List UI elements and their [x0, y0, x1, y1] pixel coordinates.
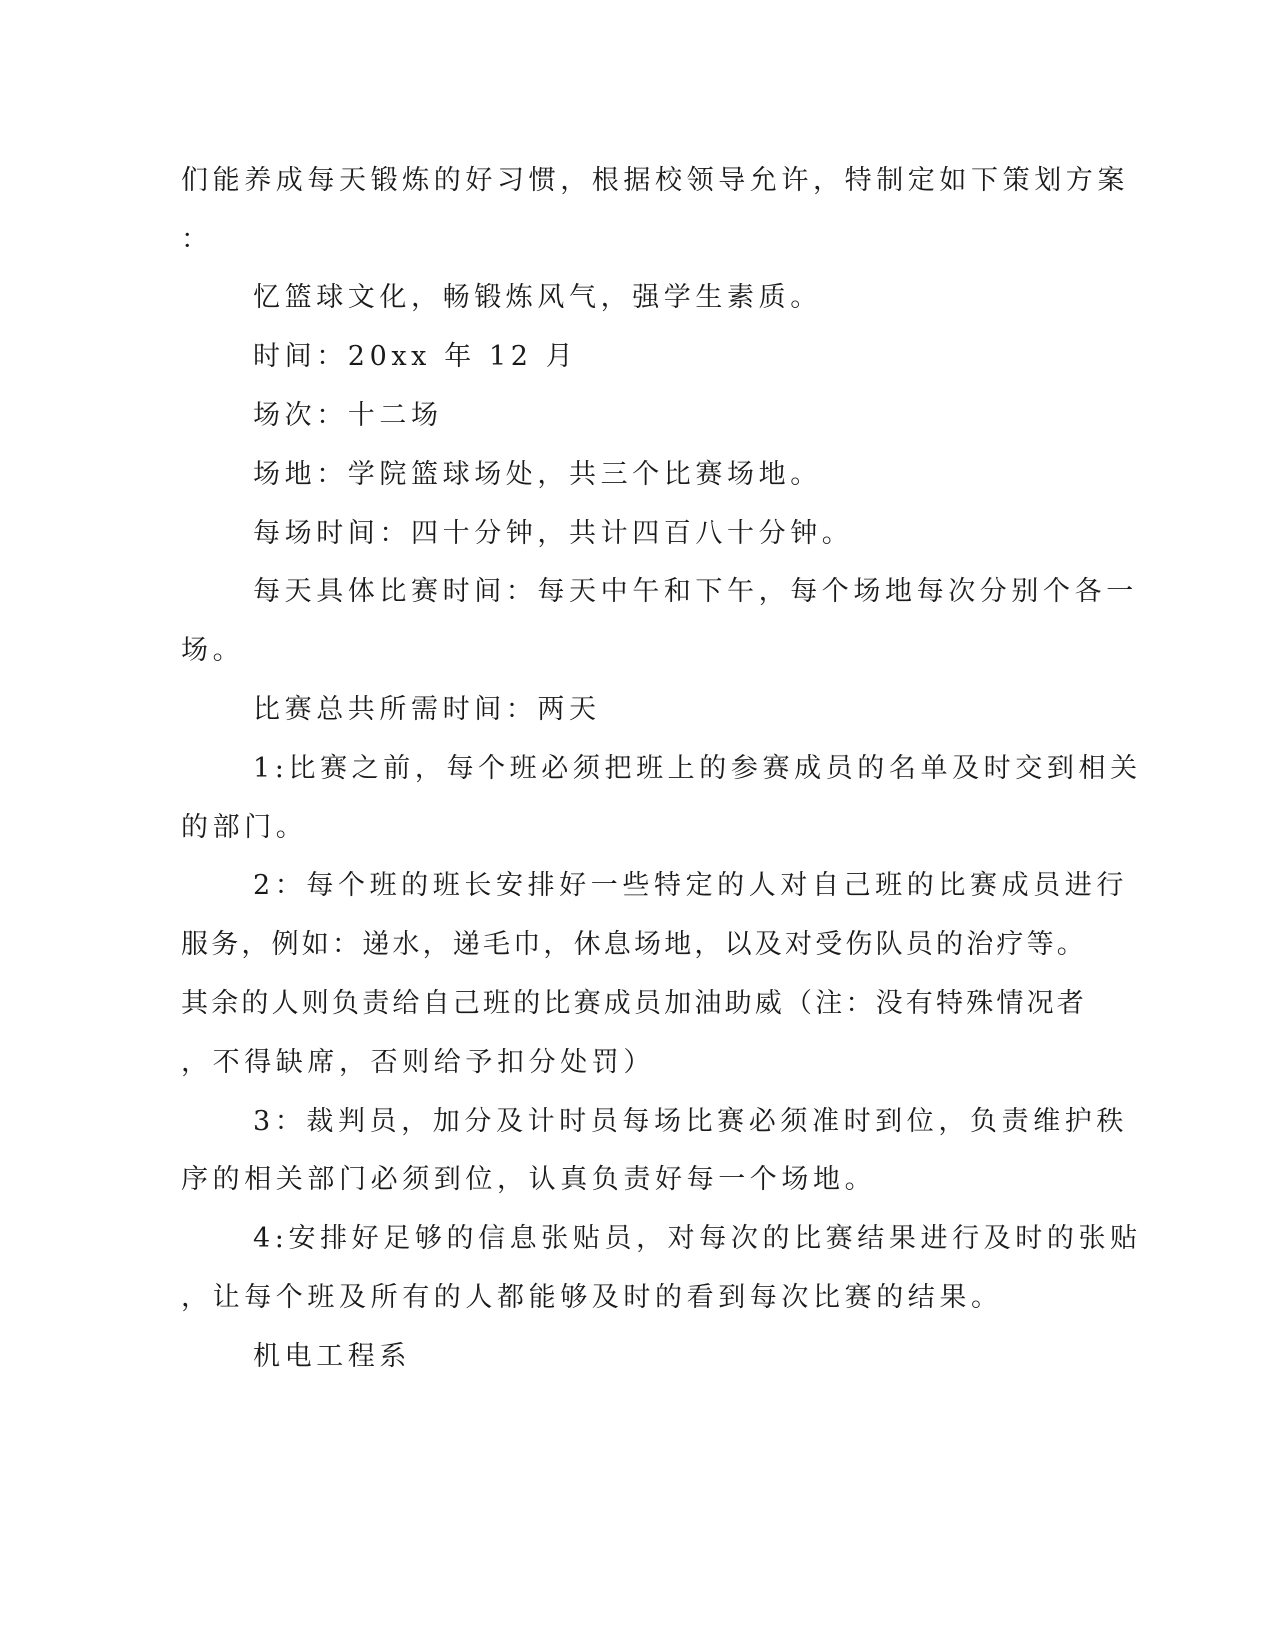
text-line-16: ，不得缺席，否则给予扣分处罚） — [181, 1047, 655, 1078]
text-line-1: 们能养成每天锻炼的好习惯，根据校领导允许，特制定如下策划方案 — [181, 165, 1129, 196]
text-line-21: 机电工程系 — [253, 1341, 411, 1372]
text-line-19: 4:安排好足够的信息张贴员，对每次的比赛结果进行及时的张贴 — [253, 1223, 1142, 1254]
text-line-20: ，让每个班及所有的人都能够及时的看到每次比赛的结果。 — [181, 1282, 1003, 1313]
text-line-5: 场次：十二场 — [253, 400, 443, 431]
text-line-4: 时间：20xx 年 12 月 — [253, 341, 578, 372]
text-line-9: 场。 — [181, 635, 245, 666]
text-line-12: 的部门。 — [181, 812, 308, 843]
text-line-13: 2：每个班的班长安排好一些特定的人对自己班的比赛成员进行 — [253, 870, 1128, 901]
text-line-2: ： — [181, 224, 213, 255]
text-line-14: 服务，例如：递水，递毛巾，休息场地，以及对受伤队员的治疗等。 — [181, 929, 1087, 960]
text-line-18: 序的相关部门必须到位，认真负责好每一个场地。 — [181, 1164, 877, 1195]
text-line-17: 3：裁判员，加分及计时员每场比赛必须准时到位，负责维护秩 — [253, 1106, 1128, 1137]
text-line-7: 每场时间：四十分钟，共计四百八十分钟。 — [253, 518, 854, 549]
text-line-8: 每天具体比赛时间：每天中午和下午，每个场地每次分别个各一 — [253, 576, 1138, 607]
text-line-11: 1:比赛之前，每个班必须把班上的参赛成员的名单及时交到相关 — [253, 753, 1142, 784]
text-line-6: 场地：学院篮球场处，共三个比赛场地。 — [253, 459, 822, 490]
text-line-3: 忆篮球文化，畅锻炼风气，强学生素质。 — [253, 282, 822, 313]
text-line-10: 比赛总共所需时间：两天 — [253, 694, 601, 725]
text-line-15: 其余的人则负责给自己班的比赛成员加油助威（注：没有特殊情况者 — [181, 988, 1087, 1019]
